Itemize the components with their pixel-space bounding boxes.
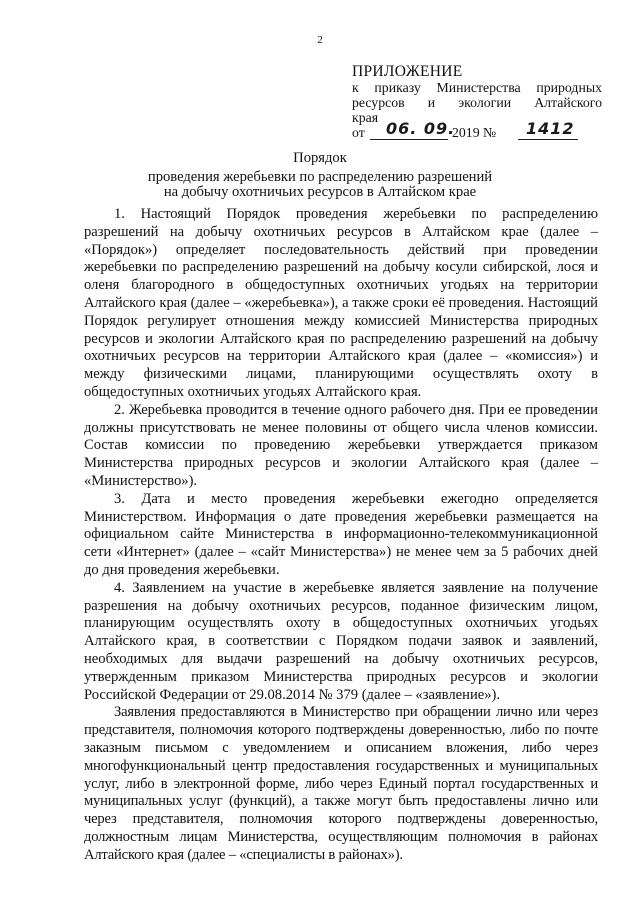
order-year: 2019 №: [452, 125, 497, 140]
heading-title: Порядок: [293, 150, 347, 166]
appendix-line: края: [352, 110, 379, 125]
heading-subtitle-line: на добычу охотничьих ресурсов в Алтайском крае: [163, 184, 477, 200]
paragraph: 3. Дата и место проведения жеребьевки ежегодно определяется Министерством. Информация о дате проведения жеребьевки размещается на официальном сайте Министерства в информационно-телекоммуникационной сети «Интернет» (далее – «сайт Министерства») не менее чем за 5 рабочих дней до дня проведения жеребьевки.: [84, 490, 598, 578]
order-date-row: [352, 119, 602, 142]
document-body: [84, 206, 598, 864]
appendix-title: ПРИЛОЖЕНИЕ: [352, 63, 463, 80]
page-number: 2: [317, 34, 323, 46]
handwritten-order-number: 1412: [526, 119, 575, 138]
paragraph: 1. Настоящий Порядок проведения жеребьевки по распределению разрешений на добычу охотничьих ресурсов в Алтайском крае (далее – «Порядок») определяет последовательность действий при проведении жеребьевки по распределению разрешений на добычу косули сибирской, лося и оленя благородного в общедоступных охотничьих угодьях на территории Алтайского края (далее – «жеребьевка»), а также сроки её проведения. Настоящий Порядок регулирует отношения между комиссией Министерства природных ресурсов и экологии Алтайского края по распределению разрешений на добычу охотничьих ресурсов на территории Алтайского края (далее – «комиссия») и между физическими лицами, планирующими осуществлять охоту в общедоступных охотничьих угодьях Алтайского края.: [84, 206, 598, 400]
paragraph: 4. Заявлением на участие в жеребьевке является заявление на получение разрешения на добычу охотничьих ресурсов, поданное физическим лицом, планирующим осуществлять охоту в общедоступных охотничьих угодьях Алтайского края, в соответствии с Порядком подачи заявок и заявлений, необходимых для выдачи разрешений на добычу охотничьих ресурсов, утвержденным приказом Министерства природных ресурсов и экологии Российской Федерации от 29.08.2014 № 379 (далее – «заявление»).: [84, 579, 598, 703]
number-underline: [518, 139, 578, 140]
appendix-line: к приказу Министерства природных: [352, 80, 602, 95]
appendix-block: [352, 64, 602, 142]
paragraph: Заявления предоставляются в Министерство при обращении лично или через представителя, полномочия которого подтверждены доверенностью, либо по почте заказным письмом с уведомлением и описанием вложения, либо через многофункциональный центр предоставления государственных и муниципальных услуг, либо в электронной форме, либо через Единый портал государственных и муниципальных услуг (функций), а также могут быть предоставлены лично или через представителя, полномочия которого подтверждены доверенностью, должностным лицам Министерства, осуществляющим полномочия в районах Алтайского края (далее – «специалисты в районах»).: [84, 704, 598, 863]
appendix-line: ресурсов и экологии Алтайского: [352, 95, 602, 110]
handwritten-date: 06. 09.: [386, 119, 456, 138]
document-heading: [0, 151, 640, 200]
date-underline: [370, 139, 448, 140]
paragraph: 2. Жеребьевка проводится в течение одного рабочего дня. При ее проведении должны присутствовать не менее половины от общего числа членов комиссии. Состав комиссии по проведению жеребьевки утверждается приказом Министерства природных ресурсов и экологии Алтайского края (далее – «Министерство»).: [84, 401, 598, 489]
date-prefix: от: [352, 125, 365, 140]
heading-subtitle-line: проведения жеребьевки по распределению разрешений: [147, 169, 493, 185]
